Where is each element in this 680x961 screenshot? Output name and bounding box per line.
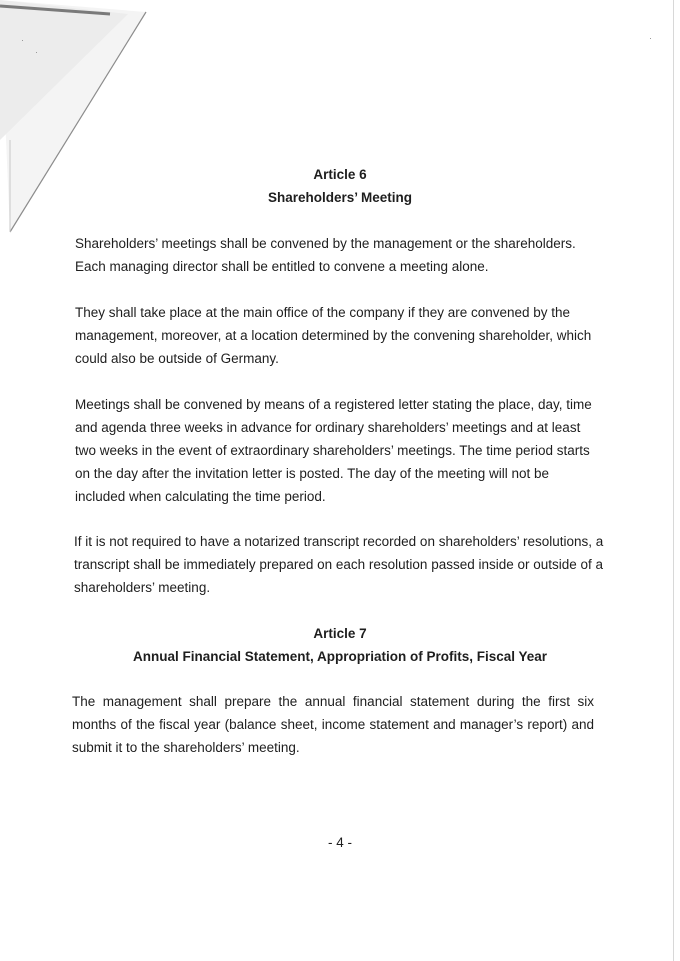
- scan-edge-line: [673, 0, 674, 961]
- article-6-paragraph-1: Shareholders’ meetings shall be convened by the management or the shareholders. Each managing director shall be entitled to convene a meeting alone.: [75, 236, 576, 274]
- article-6-paragraph-4: If it is not required to have a notarized transcript recorded on shareholders’ resolutions, a transcript shall be immediately prepared on each resolution passed inside or outside of a shareholders’ meeting.: [74, 534, 604, 595]
- article-6-number: Article 6: [313, 167, 367, 182]
- article-6-paragraph-3: Meetings shall be convened by means of a registered letter stating the place, day, time and agenda three weeks in advance for ordinary shareholders’ meetings and at least two weeks in the event of extraordinary shareholders’ meetings. The time period starts on the day after the invitation letter is posted. The day of the meeting will not be included when calculating the time period.: [75, 397, 592, 504]
- scan-speck: [22, 40, 23, 41]
- article-7-paragraph-1: The management shall prepare the annual financial statement during the first six months of the fiscal year (balance sheet, income statement and manager’s report) and submit it to the shareholders’ meeting.: [72, 694, 594, 755]
- scan-speck: [36, 52, 37, 53]
- article-7-number: Article 7: [313, 626, 367, 641]
- page-number: - 4 -: [327, 835, 352, 850]
- article-6-paragraph-2: They shall take place at the main office of the company if they are convened by the management, moreover, at a location determined by the convening shareholder, which could also be outside of Germany.: [75, 305, 592, 366]
- scan-speck: [650, 38, 651, 39]
- article-6-title: Shareholders’ Meeting: [267, 190, 413, 205]
- article-7-title: Annual Financial Statement, Appropriation of Profits, Fiscal Year: [132, 649, 548, 664]
